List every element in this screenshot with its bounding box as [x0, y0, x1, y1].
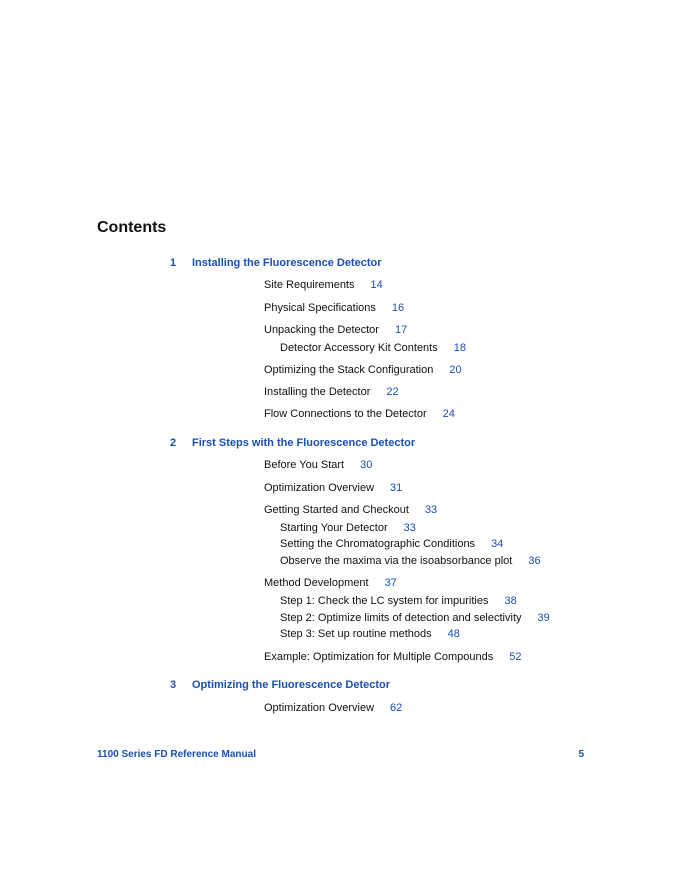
toc-entry-label: Getting Started and Checkout: [264, 504, 409, 516]
toc-page-link[interactable]: 20: [449, 364, 462, 376]
toc-entry-label: Physical Specifications: [264, 302, 376, 314]
toc-page-link[interactable]: 37: [384, 577, 397, 589]
toc-entry[interactable]: [264, 324, 407, 336]
toc-entry[interactable]: [264, 386, 399, 398]
toc-page-link[interactable]: 30: [360, 459, 373, 471]
toc-entry-label: Unpacking the Detector: [264, 324, 379, 336]
toc-entry[interactable]: [264, 702, 402, 714]
toc-page-link[interactable]: 33: [403, 522, 416, 534]
toc-entry[interactable]: [264, 364, 462, 376]
toc-entry-label: Step 2: Optimize limits of detection and selectivity: [280, 612, 522, 624]
toc-entry-label: Site Requirements: [264, 279, 355, 291]
toc-entry-label: Step 3: Set up routine methods: [280, 628, 432, 640]
toc-entry[interactable]: [264, 408, 455, 420]
toc-page-link[interactable]: 34: [491, 538, 504, 550]
chapter-number: 1: [170, 257, 177, 269]
toc-entry[interactable]: [264, 302, 404, 314]
toc-subentry[interactable]: [280, 595, 517, 607]
toc-entry-label: Flow Connections to the Detector: [264, 408, 427, 420]
toc-entry[interactable]: [264, 504, 437, 516]
toc-page-link[interactable]: 48: [447, 628, 460, 640]
chapter-title: First Steps with the Fluorescence Detector: [192, 437, 416, 449]
toc-page-link[interactable]: 18: [453, 342, 466, 354]
toc-entry-label: Observe the maxima via the isoabsorbance plot: [280, 555, 513, 567]
toc-page-link[interactable]: 36: [528, 555, 541, 567]
toc-subentry[interactable]: [280, 342, 466, 354]
chapter-title: Installing the Fluorescence Detector: [192, 257, 382, 269]
toc-subentry[interactable]: [280, 538, 503, 550]
toc-chapter-2[interactable]: [170, 437, 415, 449]
toc-page-link[interactable]: 62: [390, 702, 403, 714]
toc-page-link[interactable]: 24: [442, 408, 455, 420]
toc-page-link[interactable]: 14: [370, 279, 383, 291]
toc-entry-label: Optimization Overview: [264, 482, 375, 494]
toc-entry-label: Detector Accessory Kit Contents: [280, 342, 438, 354]
toc-page-link[interactable]: 17: [394, 324, 408, 336]
toc-page-link[interactable]: 39: [537, 612, 550, 624]
toc-chapter-1[interactable]: [170, 257, 382, 269]
toc-entry-label: Optimizing the Stack Configuration: [264, 364, 434, 376]
toc-entry-label: Optimization Overview: [264, 702, 375, 714]
toc-page-link[interactable]: 33: [424, 504, 438, 516]
toc-subentry[interactable]: [280, 555, 541, 567]
chapter-number: 3: [170, 679, 177, 691]
toc-entry-label: Example: Optimization for Multiple Compounds: [264, 651, 494, 663]
chapter-number: 2: [170, 437, 177, 449]
toc-entry-label: Before You Start: [264, 459, 345, 471]
footer-manual-name: 1100 Series FD Reference Manual: [97, 749, 256, 760]
page-title: Contents: [97, 219, 167, 236]
toc-entry-label: Installing the Detector: [264, 386, 371, 398]
toc-entry-label: Setting the Chromatographic Conditions: [280, 538, 476, 550]
toc-entry[interactable]: [264, 577, 397, 589]
toc-page-link[interactable]: 52: [509, 651, 522, 663]
toc-chapter-3[interactable]: [170, 679, 390, 691]
toc-entry[interactable]: [264, 279, 383, 291]
toc-page-link[interactable]: 31: [390, 482, 403, 494]
toc-entry[interactable]: [264, 459, 372, 471]
chapter-title: Optimizing the Fluorescence Detector: [192, 679, 391, 691]
toc-subentry[interactable]: [280, 612, 550, 624]
toc-page-link[interactable]: 22: [386, 386, 399, 398]
toc-entry-label: Starting Your Detector: [280, 522, 388, 534]
toc-subentry[interactable]: [280, 628, 460, 640]
toc-entry[interactable]: [264, 651, 522, 663]
toc-entry[interactable]: [264, 482, 402, 494]
toc-page-link[interactable]: 16: [391, 302, 405, 314]
footer-page-number: 5: [578, 749, 584, 760]
toc-entry-label: Step 1: Check the LC system for impurities: [280, 595, 489, 607]
toc-subentry[interactable]: [280, 522, 416, 534]
toc-entry-label: Method Development: [264, 577, 369, 589]
toc-page-link[interactable]: 38: [504, 595, 517, 607]
